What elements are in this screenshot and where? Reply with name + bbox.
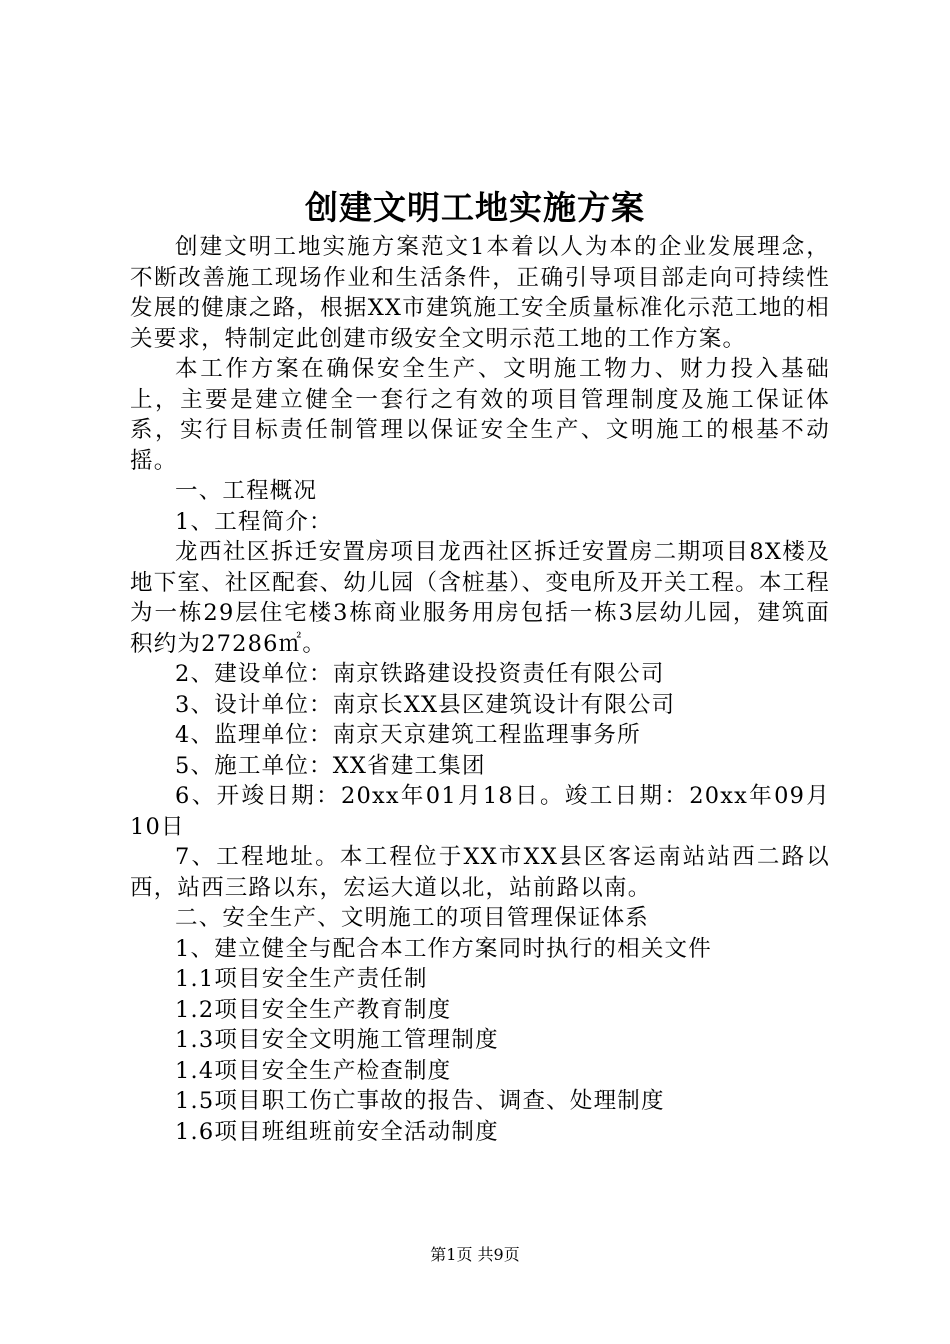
list-item: 1、建立健全与配合本工作方案同时执行的相关文件	[175, 935, 712, 962]
item-construction-unit: 2、建设单位：南京铁路建设投资责任有限公司	[175, 661, 665, 687]
page-number-footer: 第1页 共9页	[430, 1245, 520, 1264]
heading-management-system: 二、安全生产、文明施工的项目管理保证体系	[175, 905, 650, 931]
document-body	[130, 232, 830, 1147]
list-item: 1.1项目安全生产责任制	[175, 966, 428, 992]
list-item: 1.3项目安全文明施工管理制度	[175, 1027, 499, 1053]
paragraph-intro: 创建文明工地实施方案范文1本着以人为本的企业发展理念，不断改善施工现场作业和生活条件，正确引导项目部走向可持续性发展的健康之路，根据XX市建筑施工安全质量标准化示范工地的相关要求，特制定此创建市级安全文明示范工地的工作方案。	[130, 234, 830, 352]
list-item: 1.6项目班组班前安全活动制度	[175, 1118, 499, 1145]
item-contractor: 5、施工单位：XX省建工集团	[175, 752, 486, 779]
item-schedule: 6、开竣日期：20xx年01月18日。竣工日期：20xx年09月10日	[130, 783, 830, 840]
list-item: 1.2项目安全生产教育制度	[175, 996, 452, 1023]
document-title: 创建文明工地实施方案	[305, 188, 645, 227]
item-address: 7、工程地址。本工程位于XX市XX县区客运南站站西二路以西，站西三路以东，宏运大道以北，站前路以南。	[130, 844, 830, 901]
paragraph-project-brief: 龙西社区拆迁安置房项目龙西社区拆迁安置房二期项目8X楼及地下室、社区配套、幼儿园（含桩基）、变电所及开关工程。本工程为一栋29层住宅楼3栋商业服务用房包括一栋3层幼儿园，建筑面积约为27286㎡。	[130, 539, 830, 657]
heading-project-overview: 一、工程概况	[175, 478, 318, 504]
list-item: 1.5项目职工伤亡事故的报告、调查、处理制度	[175, 1088, 665, 1114]
item-supervision-unit: 4、监理单位：南京天京建筑工程监理事务所	[175, 722, 641, 748]
heading-project-brief: 1、工程简介：	[175, 508, 333, 535]
list-item: 1.4项目安全生产检查制度	[175, 1057, 452, 1084]
item-design-unit: 3、设计单位：南京长XX县区建筑设计有限公司	[175, 691, 676, 718]
paragraph-scope: 本工作方案在确保安全生产、文明施工物力、财力投入基础上，主要是建立健全一套行之有效的项目管理制度及施工保证体系，实行目标责任制管理以保证安全生产、文明施工的根基不动摇。	[130, 356, 830, 474]
